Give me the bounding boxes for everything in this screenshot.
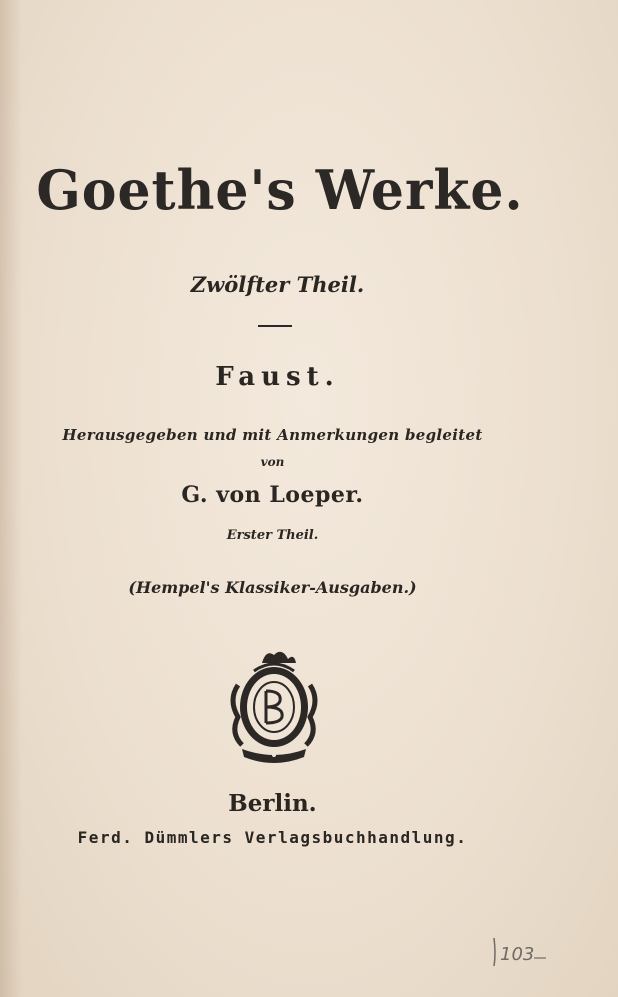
part-label: Erster Theil. [226, 528, 319, 543]
pencil-note-text: 103 [500, 944, 535, 965]
editor-name: G. von Loeper. [181, 482, 364, 508]
work-title: Faust. [215, 362, 340, 392]
series-label: (Hempel's Klassiker-Ausgaben.) [128, 578, 417, 597]
main-title: Goethe's Werke. [36, 158, 524, 223]
publisher-emblem-icon [224, 645, 324, 770]
volume-label: Zwölfter Theil. [190, 272, 365, 297]
von-label: von [260, 455, 285, 469]
edited-line: Herausgegeben und mit Anmerkungen begleitet [62, 426, 483, 444]
pencil-note [490, 930, 550, 970]
divider-rule [258, 325, 292, 327]
publisher-label: Ferd. Dümmlers Verlagsbuchhandlung. [77, 828, 468, 847]
city-label: Berlin. [228, 790, 317, 817]
